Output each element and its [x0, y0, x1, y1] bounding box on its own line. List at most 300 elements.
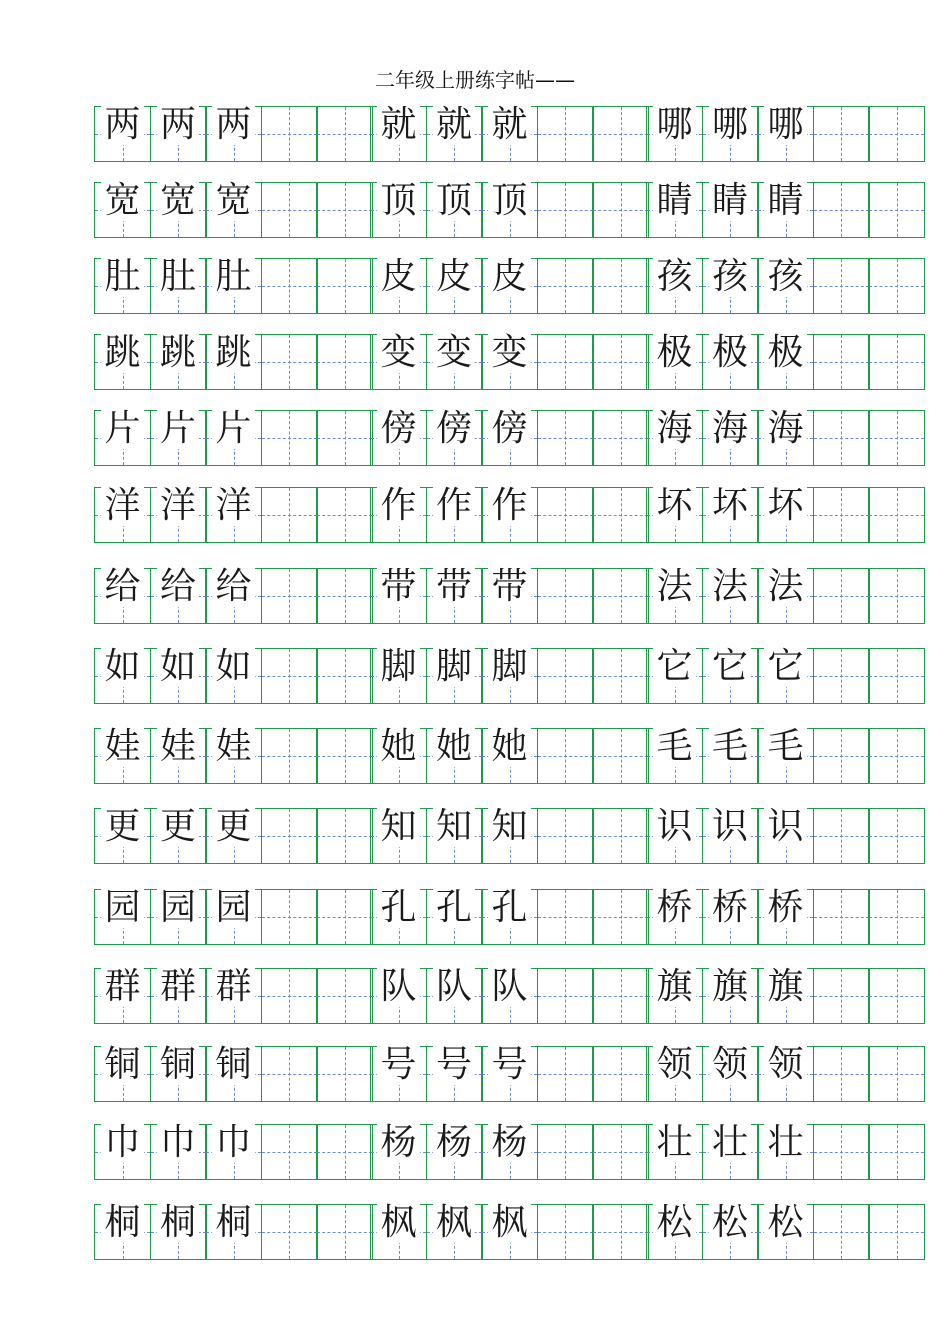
practice-row — [94, 968, 870, 1024]
model-character-cell — [205, 728, 262, 784]
model-character: 枫 — [427, 1195, 482, 1251]
model-character: 杨 — [371, 1115, 426, 1171]
model-character: 松 — [758, 1195, 813, 1251]
model-character: 旗 — [647, 959, 702, 1015]
model-character-cell — [94, 648, 151, 704]
model-character: 它 — [647, 639, 702, 695]
empty-practice-cell — [537, 182, 594, 238]
character-group — [370, 182, 649, 238]
model-character: 壮 — [647, 1115, 702, 1171]
model-character: 园 — [151, 880, 206, 936]
model-character-cell — [481, 487, 538, 543]
empty-practice-cell — [261, 1124, 318, 1180]
empty-practice-cell — [316, 968, 373, 1024]
practice-row — [94, 728, 870, 784]
empty-practice-cell — [813, 728, 870, 784]
model-character: 如 — [206, 639, 261, 695]
empty-practice-cell — [316, 106, 373, 162]
model-character: 片 — [151, 401, 206, 457]
model-character-cell — [370, 410, 427, 466]
empty-practice-cell — [537, 568, 594, 624]
character-group — [370, 568, 649, 624]
model-character: 肚 — [206, 249, 261, 305]
model-character: 队 — [371, 959, 426, 1015]
empty-practice-cell — [537, 728, 594, 784]
empty-practice-cell — [813, 182, 870, 238]
model-character-cell — [426, 1124, 483, 1180]
character-group — [94, 808, 373, 864]
model-character-cell — [646, 258, 703, 314]
character-group — [94, 334, 373, 390]
character-group — [370, 648, 649, 704]
model-character: 孩 — [647, 249, 702, 305]
empty-practice-cell — [868, 487, 925, 543]
empty-practice-cell — [868, 410, 925, 466]
model-character-cell — [426, 410, 483, 466]
model-character: 跳 — [151, 325, 206, 381]
model-character-cell — [150, 182, 207, 238]
model-character: 片 — [206, 401, 261, 457]
model-character: 变 — [371, 325, 426, 381]
character-group — [646, 648, 925, 704]
empty-practice-cell — [813, 889, 870, 945]
character-group — [646, 487, 925, 543]
model-character: 给 — [151, 559, 206, 615]
model-character: 作 — [371, 478, 426, 534]
model-character: 孔 — [427, 880, 482, 936]
model-character-cell — [702, 968, 759, 1024]
model-character-cell — [702, 182, 759, 238]
character-group — [94, 1046, 373, 1102]
model-character: 群 — [95, 959, 150, 1015]
model-character: 它 — [758, 639, 813, 695]
model-character-cell — [757, 568, 814, 624]
model-character-cell — [205, 487, 262, 543]
practice-row — [94, 258, 870, 314]
model-character: 孩 — [703, 249, 758, 305]
character-group — [646, 1046, 925, 1102]
empty-practice-cell — [868, 648, 925, 704]
character-group — [646, 410, 925, 466]
character-group — [94, 568, 373, 624]
model-character: 她 — [371, 719, 426, 775]
model-character-cell — [150, 487, 207, 543]
model-character-cell — [370, 334, 427, 390]
character-group — [370, 889, 649, 945]
model-character: 哪 — [703, 97, 758, 153]
empty-practice-cell — [813, 487, 870, 543]
model-character: 变 — [427, 325, 482, 381]
model-character-cell — [757, 410, 814, 466]
practice-row — [94, 410, 870, 466]
character-group — [646, 1204, 925, 1260]
model-character: 作 — [482, 478, 537, 534]
character-group — [94, 182, 373, 238]
model-character: 毛 — [758, 719, 813, 775]
empty-practice-cell — [592, 487, 649, 543]
model-character: 宽 — [206, 173, 261, 229]
model-character-cell — [702, 568, 759, 624]
model-character: 海 — [647, 401, 702, 457]
character-group — [94, 648, 373, 704]
model-character: 识 — [703, 799, 758, 855]
model-character: 它 — [703, 639, 758, 695]
model-character: 桥 — [758, 880, 813, 936]
model-character-cell — [94, 1046, 151, 1102]
model-character-cell — [646, 568, 703, 624]
character-group — [370, 487, 649, 543]
model-character-cell — [150, 648, 207, 704]
character-group — [646, 889, 925, 945]
empty-practice-cell — [261, 258, 318, 314]
model-character: 队 — [482, 959, 537, 1015]
practice-row — [94, 182, 870, 238]
model-character-cell — [150, 410, 207, 466]
model-character: 她 — [427, 719, 482, 775]
empty-practice-cell — [537, 258, 594, 314]
empty-practice-cell — [868, 1204, 925, 1260]
model-character-cell — [646, 182, 703, 238]
character-group — [370, 968, 649, 1024]
character-group — [370, 410, 649, 466]
model-character-cell — [370, 106, 427, 162]
model-character-cell — [205, 808, 262, 864]
model-character: 队 — [427, 959, 482, 1015]
empty-practice-cell — [316, 410, 373, 466]
model-character: 她 — [482, 719, 537, 775]
model-character-cell — [426, 106, 483, 162]
practice-row — [94, 808, 870, 864]
character-group — [646, 808, 925, 864]
model-character-cell — [646, 1124, 703, 1180]
empty-practice-cell — [813, 410, 870, 466]
empty-practice-cell — [537, 1124, 594, 1180]
model-character-cell — [702, 1046, 759, 1102]
model-character-cell — [646, 106, 703, 162]
model-character-cell — [481, 968, 538, 1024]
model-character: 识 — [758, 799, 813, 855]
practice-row — [94, 1124, 870, 1180]
model-character-cell — [205, 889, 262, 945]
empty-practice-cell — [261, 889, 318, 945]
empty-practice-cell — [316, 1124, 373, 1180]
model-character: 给 — [206, 559, 261, 615]
practice-row — [94, 487, 870, 543]
model-character-cell — [426, 1046, 483, 1102]
model-character: 傍 — [371, 401, 426, 457]
model-character-cell — [481, 568, 538, 624]
model-character: 毛 — [703, 719, 758, 775]
model-character-cell — [481, 106, 538, 162]
model-character-cell — [757, 106, 814, 162]
model-character-cell — [150, 258, 207, 314]
empty-practice-cell — [537, 648, 594, 704]
empty-practice-cell — [592, 648, 649, 704]
character-group — [646, 258, 925, 314]
model-character: 洋 — [151, 478, 206, 534]
model-character-cell — [205, 648, 262, 704]
model-character: 如 — [151, 639, 206, 695]
model-character-cell — [205, 968, 262, 1024]
empty-practice-cell — [868, 568, 925, 624]
model-character: 园 — [206, 880, 261, 936]
empty-practice-cell — [868, 258, 925, 314]
model-character: 领 — [758, 1037, 813, 1093]
empty-practice-cell — [537, 1046, 594, 1102]
model-character: 两 — [206, 97, 261, 153]
model-character-cell — [646, 648, 703, 704]
model-character-cell — [757, 1204, 814, 1260]
model-character-cell — [646, 808, 703, 864]
character-group — [370, 1046, 649, 1102]
model-character: 脚 — [482, 639, 537, 695]
character-group — [94, 1204, 373, 1260]
model-character: 就 — [482, 97, 537, 153]
model-character: 知 — [482, 799, 537, 855]
model-character: 傍 — [427, 401, 482, 457]
model-character: 杨 — [427, 1115, 482, 1171]
practice-row — [94, 334, 870, 390]
model-character: 号 — [427, 1037, 482, 1093]
empty-practice-cell — [592, 568, 649, 624]
model-character-cell — [370, 1204, 427, 1260]
model-character-cell — [757, 728, 814, 784]
model-character-cell — [370, 487, 427, 543]
empty-practice-cell — [261, 410, 318, 466]
model-character: 园 — [95, 880, 150, 936]
model-character-cell — [757, 258, 814, 314]
empty-practice-cell — [592, 334, 649, 390]
character-group — [646, 968, 925, 1024]
model-character: 睛 — [647, 173, 702, 229]
model-character-cell — [702, 334, 759, 390]
empty-practice-cell — [813, 1204, 870, 1260]
model-character: 海 — [758, 401, 813, 457]
model-character-cell — [94, 334, 151, 390]
model-character: 识 — [647, 799, 702, 855]
model-character-cell — [481, 334, 538, 390]
model-character-cell — [426, 648, 483, 704]
model-character-cell — [757, 487, 814, 543]
model-character: 松 — [647, 1195, 702, 1251]
model-character-cell — [757, 808, 814, 864]
model-character: 孔 — [482, 880, 537, 936]
model-character: 知 — [371, 799, 426, 855]
model-character: 巾 — [95, 1115, 150, 1171]
empty-practice-cell — [261, 182, 318, 238]
model-character-cell — [646, 728, 703, 784]
model-character: 娃 — [151, 719, 206, 775]
model-character: 就 — [371, 97, 426, 153]
model-character: 脚 — [427, 639, 482, 695]
model-character-cell — [150, 1046, 207, 1102]
model-character-cell — [370, 568, 427, 624]
model-character: 法 — [647, 559, 702, 615]
empty-practice-cell — [813, 968, 870, 1024]
model-character: 皮 — [427, 249, 482, 305]
model-character-cell — [205, 1046, 262, 1102]
model-character-cell — [370, 808, 427, 864]
model-character-cell — [94, 1204, 151, 1260]
model-character-cell — [94, 182, 151, 238]
model-character: 毛 — [647, 719, 702, 775]
model-character: 皮 — [371, 249, 426, 305]
model-character-cell — [370, 968, 427, 1024]
empty-practice-cell — [261, 1204, 318, 1260]
empty-practice-cell — [316, 182, 373, 238]
character-group — [646, 1124, 925, 1180]
empty-practice-cell — [868, 1046, 925, 1102]
model-character: 肚 — [95, 249, 150, 305]
empty-practice-cell — [537, 487, 594, 543]
model-character-cell — [370, 1046, 427, 1102]
practice-row — [94, 568, 870, 624]
practice-row — [94, 1204, 870, 1260]
empty-practice-cell — [592, 1204, 649, 1260]
model-character-cell — [481, 410, 538, 466]
model-character: 更 — [95, 799, 150, 855]
character-group — [646, 334, 925, 390]
empty-practice-cell — [537, 808, 594, 864]
model-character-cell — [702, 1124, 759, 1180]
model-character-cell — [426, 1204, 483, 1260]
model-character-cell — [426, 487, 483, 543]
empty-practice-cell — [316, 568, 373, 624]
practice-row — [94, 889, 870, 945]
model-character-cell — [150, 1124, 207, 1180]
empty-practice-cell — [261, 487, 318, 543]
empty-practice-cell — [592, 410, 649, 466]
model-character: 桐 — [95, 1195, 150, 1251]
empty-practice-cell — [592, 106, 649, 162]
model-character: 法 — [703, 559, 758, 615]
model-character-cell — [481, 1046, 538, 1102]
model-character-cell — [150, 106, 207, 162]
empty-practice-cell — [813, 1124, 870, 1180]
model-character: 桥 — [703, 880, 758, 936]
model-character-cell — [426, 182, 483, 238]
model-character-cell — [702, 1204, 759, 1260]
empty-practice-cell — [868, 968, 925, 1024]
model-character-cell — [757, 968, 814, 1024]
character-group — [370, 808, 649, 864]
practice-row — [94, 106, 870, 162]
empty-practice-cell — [316, 1046, 373, 1102]
empty-practice-cell — [592, 808, 649, 864]
model-character: 巾 — [206, 1115, 261, 1171]
model-character: 桐 — [151, 1195, 206, 1251]
character-group — [370, 1204, 649, 1260]
model-character: 铜 — [151, 1037, 206, 1093]
model-character: 领 — [647, 1037, 702, 1093]
model-character: 群 — [206, 959, 261, 1015]
model-character: 片 — [95, 401, 150, 457]
model-character: 两 — [151, 97, 206, 153]
worksheet-title: 二年级上册练字帖—— — [375, 68, 575, 92]
model-character-cell — [702, 808, 759, 864]
model-character-cell — [426, 968, 483, 1024]
model-character-cell — [150, 968, 207, 1024]
model-character: 杨 — [482, 1115, 537, 1171]
model-character: 铜 — [95, 1037, 150, 1093]
model-character-cell — [94, 258, 151, 314]
empty-practice-cell — [592, 182, 649, 238]
empty-practice-cell — [592, 258, 649, 314]
character-group — [370, 258, 649, 314]
empty-practice-cell — [316, 889, 373, 945]
character-group — [94, 487, 373, 543]
model-character: 变 — [482, 325, 537, 381]
model-character-cell — [757, 1046, 814, 1102]
model-character-cell — [150, 728, 207, 784]
empty-practice-cell — [592, 968, 649, 1024]
empty-practice-cell — [868, 106, 925, 162]
empty-practice-cell — [316, 334, 373, 390]
character-group — [370, 1124, 649, 1180]
model-character: 坏 — [703, 478, 758, 534]
model-character: 桐 — [206, 1195, 261, 1251]
model-character: 坏 — [758, 478, 813, 534]
empty-practice-cell — [316, 487, 373, 543]
empty-practice-cell — [592, 728, 649, 784]
empty-practice-cell — [592, 1124, 649, 1180]
model-character-cell — [370, 889, 427, 945]
model-character-cell — [646, 889, 703, 945]
model-character-cell — [205, 182, 262, 238]
model-character-cell — [94, 487, 151, 543]
empty-practice-cell — [537, 106, 594, 162]
empty-practice-cell — [868, 1124, 925, 1180]
empty-practice-cell — [813, 106, 870, 162]
empty-practice-cell — [537, 410, 594, 466]
empty-practice-cell — [813, 258, 870, 314]
practice-grid — [94, 0, 870, 1344]
model-character: 知 — [427, 799, 482, 855]
model-character-cell — [426, 568, 483, 624]
model-character-cell — [757, 1124, 814, 1180]
empty-practice-cell — [592, 1046, 649, 1102]
model-character: 枫 — [482, 1195, 537, 1251]
character-group — [646, 568, 925, 624]
model-character: 号 — [371, 1037, 426, 1093]
model-character-cell — [646, 1204, 703, 1260]
character-group — [94, 968, 373, 1024]
model-character: 顶 — [482, 173, 537, 229]
empty-practice-cell — [868, 889, 925, 945]
model-character-cell — [150, 1204, 207, 1260]
character-group — [94, 1124, 373, 1180]
empty-practice-cell — [316, 258, 373, 314]
empty-practice-cell — [537, 1204, 594, 1260]
model-character-cell — [757, 889, 814, 945]
model-character: 带 — [482, 559, 537, 615]
character-group — [94, 258, 373, 314]
model-character-cell — [481, 1124, 538, 1180]
model-character: 枫 — [371, 1195, 426, 1251]
model-character: 傍 — [482, 401, 537, 457]
model-character-cell — [426, 728, 483, 784]
empty-practice-cell — [813, 334, 870, 390]
model-character: 洋 — [95, 478, 150, 534]
model-character-cell — [94, 808, 151, 864]
empty-practice-cell — [316, 808, 373, 864]
empty-practice-cell — [868, 728, 925, 784]
model-character-cell — [481, 728, 538, 784]
model-character-cell — [702, 106, 759, 162]
model-character: 松 — [703, 1195, 758, 1251]
model-character: 铜 — [206, 1037, 261, 1093]
empty-practice-cell — [261, 1046, 318, 1102]
